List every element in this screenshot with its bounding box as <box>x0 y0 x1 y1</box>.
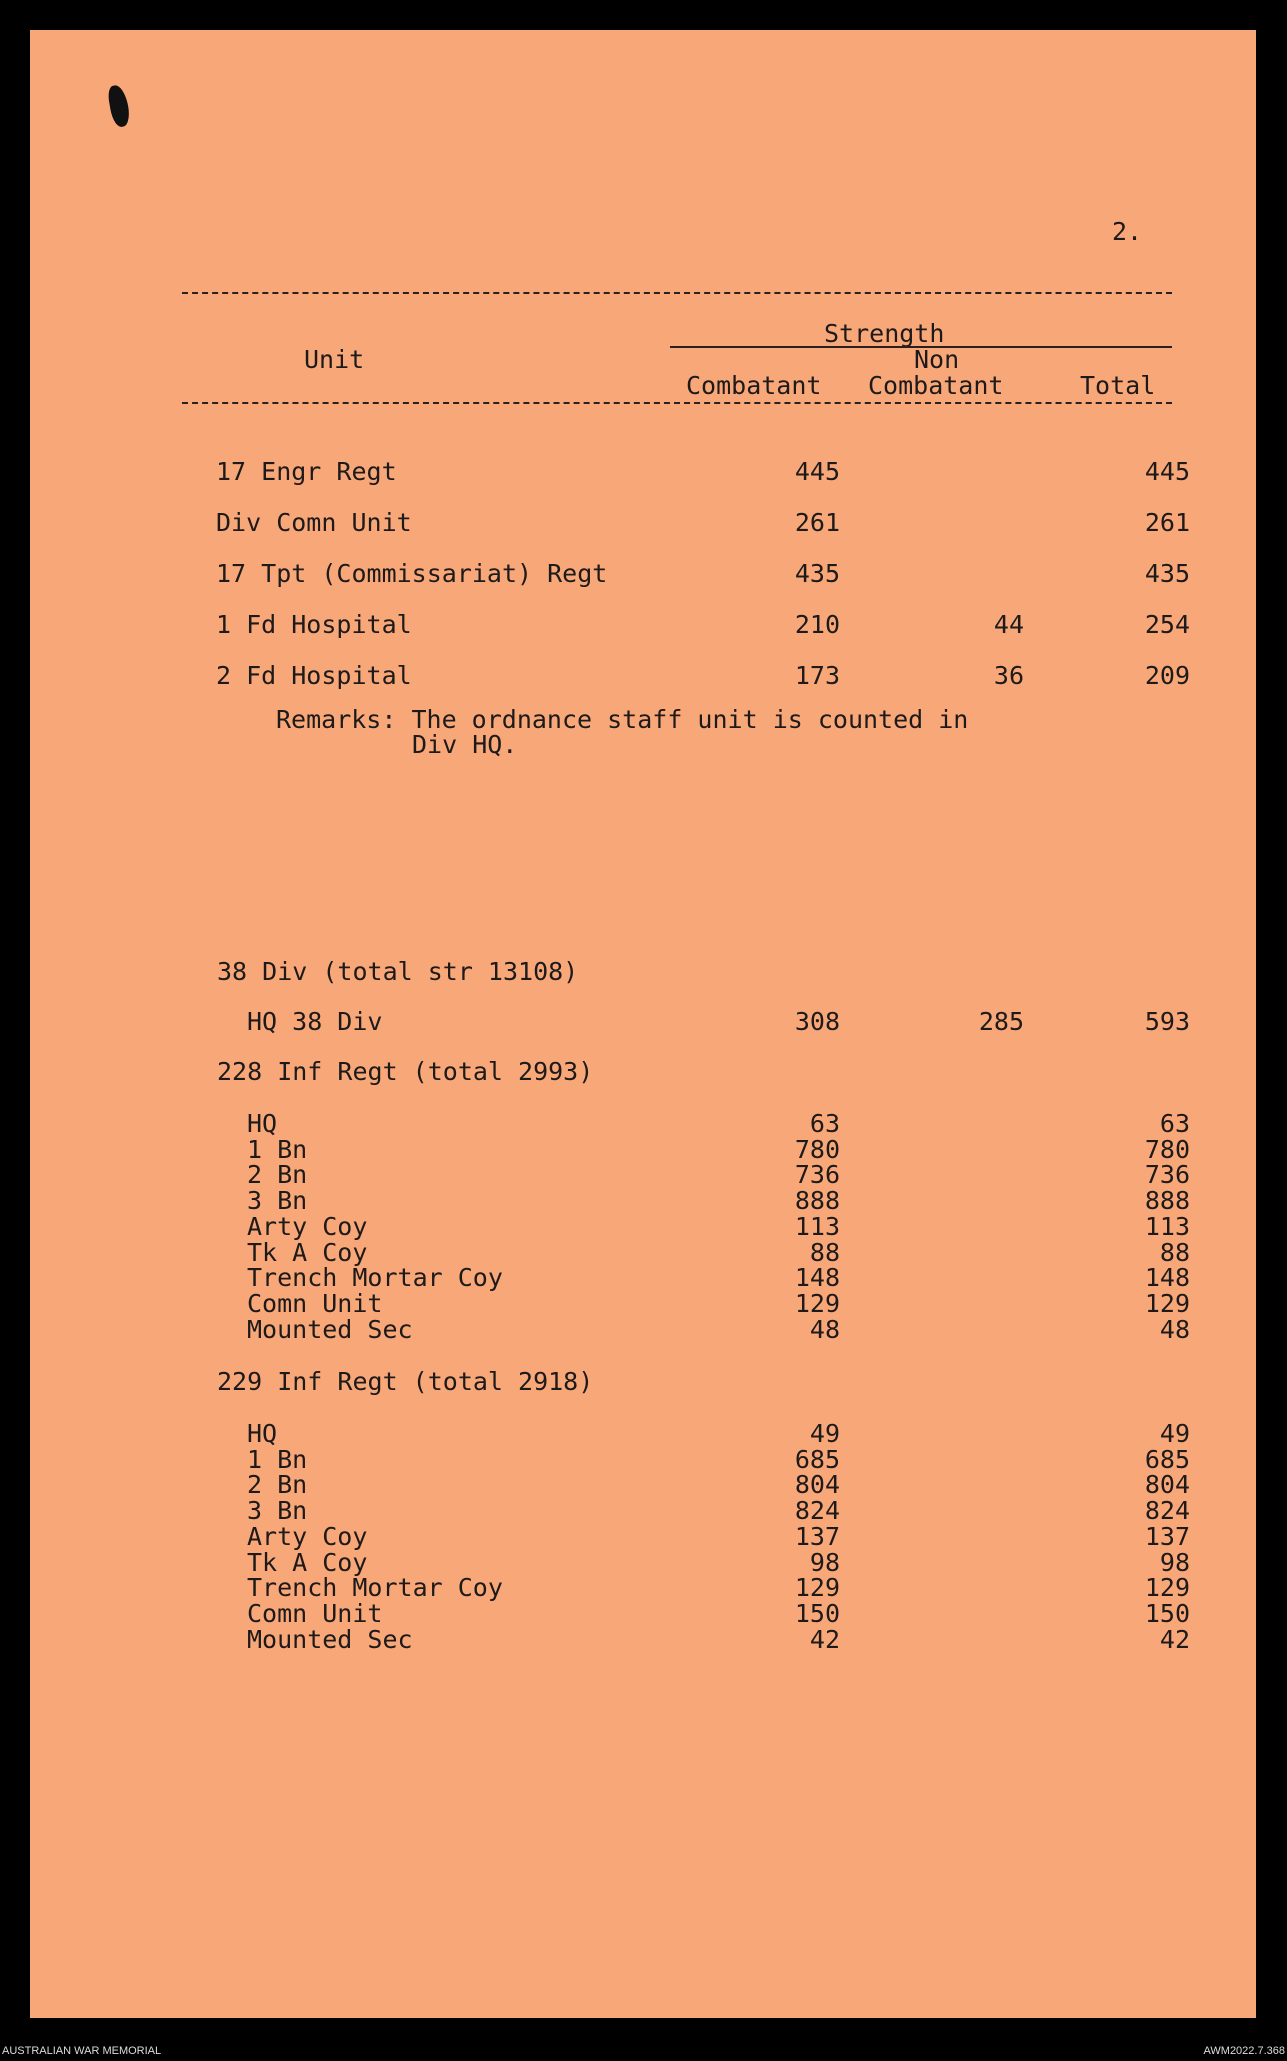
table-row-combatant: 780 <box>794 1134 840 1164</box>
document-page <box>30 30 1256 2018</box>
table-row-combatant: 685 <box>794 1444 840 1474</box>
table-row-unit: 17 Engr Regt <box>216 457 397 486</box>
header-non-combatant: Combatant <box>868 371 1004 400</box>
table-row-unit: Arty Coy <box>247 1521 368 1551</box>
table-row-total: 42 <box>1159 1624 1190 1654</box>
header-total: Total <box>1080 371 1156 400</box>
table-row-total: 685 <box>1144 1444 1190 1474</box>
table-row-total: 736 <box>1144 1160 1190 1190</box>
table-row-unit: 3 Bn <box>247 1186 308 1216</box>
table-row-combatant: 173 <box>794 661 840 690</box>
table-row-total: 63 <box>1159 1109 1190 1138</box>
table-row-total: 48 <box>1159 1314 1190 1344</box>
footer-left: AUSTRALIAN WAR MEMORIAL <box>2 2045 162 2057</box>
table-row-combatant: 113 <box>794 1211 840 1241</box>
table-row-total: 98 <box>1159 1547 1190 1577</box>
table-row-unit: 1 Bn <box>247 1444 308 1474</box>
table-row-combatant: 888 <box>794 1186 840 1216</box>
table-row-combatant: 88 <box>809 1237 840 1267</box>
header-unit: Unit <box>304 345 365 374</box>
table-row-unit: HQ <box>247 1109 278 1138</box>
table-row-unit: Comn Unit <box>247 1288 383 1318</box>
header-rule <box>182 402 1172 404</box>
table-row-total: 150 <box>1144 1598 1190 1628</box>
table-row-combatant: 98 <box>809 1547 840 1577</box>
div38-hq-total: 593 <box>1144 1007 1190 1036</box>
table-row-total: 209 <box>1144 661 1190 690</box>
table-row-total: 435 <box>1144 559 1190 588</box>
table-row-combatant: 445 <box>794 457 840 486</box>
table-row-total: 137 <box>1144 1521 1190 1551</box>
table-row-combatant: 824 <box>794 1496 840 1526</box>
table-row-combatant: 129 <box>794 1573 840 1603</box>
header-non: Non <box>914 345 960 374</box>
table-row-non-combatant: 36 <box>993 661 1024 690</box>
table-row-unit: 2 Bn <box>247 1470 308 1500</box>
table-row-combatant: 736 <box>794 1160 840 1190</box>
table-row-total: 113 <box>1144 1211 1190 1241</box>
header-combatant: Combatant <box>686 371 822 400</box>
table-row-total: 88 <box>1159 1237 1190 1267</box>
div38-hq-non-combatant: 285 <box>978 1007 1024 1036</box>
div38-hq-unit: HQ 38 Div <box>247 1007 383 1036</box>
regt228-title: 228 Inf Regt (total 2993) <box>217 1057 594 1086</box>
table-row-unit: 1 Bn <box>247 1134 308 1164</box>
table-row-unit: Trench Mortar Coy <box>247 1263 503 1293</box>
table-row-unit: Div Comn Unit <box>216 508 412 537</box>
table-row-total: 888 <box>1144 1186 1190 1216</box>
table-row-total: 129 <box>1144 1288 1190 1318</box>
top-rule <box>182 292 1172 294</box>
ink-smudge <box>106 84 131 128</box>
table-row-total: 824 <box>1144 1496 1190 1526</box>
table-row-combatant: 49 <box>809 1419 840 1448</box>
table-row-unit: Comn Unit <box>247 1598 383 1628</box>
table-row-combatant: 148 <box>794 1263 840 1293</box>
table-row-unit: Mounted Sec <box>247 1314 413 1344</box>
table-row-unit: 1 Fd Hospital <box>216 610 412 639</box>
table-row-unit: HQ <box>247 1419 278 1448</box>
table-row-unit: Arty Coy <box>247 1211 368 1241</box>
table-row-total: 148 <box>1144 1263 1190 1293</box>
table-row-total: 254 <box>1144 610 1190 639</box>
table-row-combatant: 42 <box>809 1624 840 1654</box>
table-row-total: 261 <box>1144 508 1190 537</box>
remarks-line1: Remarks: The ordnance staff unit is counted in <box>276 705 969 734</box>
table-row-combatant: 129 <box>794 1288 840 1318</box>
table-row-unit: Tk A Coy <box>247 1237 368 1267</box>
page-number: 2. <box>1112 217 1143 246</box>
remarks-line2: Div HQ. <box>412 730 518 759</box>
table-row-combatant: 137 <box>794 1521 840 1551</box>
regt229-title: 229 Inf Regt (total 2918) <box>217 1367 594 1396</box>
table-row-combatant: 63 <box>809 1109 840 1138</box>
footer-right: AWM2022.7.368 <box>1203 2045 1285 2057</box>
table-row-unit: 2 Fd Hospital <box>216 661 412 690</box>
table-row-total: 445 <box>1144 457 1190 486</box>
table-row-unit: 2 Bn <box>247 1160 308 1190</box>
table-row-total: 49 <box>1159 1419 1190 1448</box>
header-strength: Strength <box>824 319 945 348</box>
table-row-total: 780 <box>1144 1134 1190 1164</box>
table-row-combatant: 804 <box>794 1470 840 1500</box>
table-row-unit: 3 Bn <box>247 1496 308 1526</box>
div38-title: 38 Div (total str 13108) <box>217 957 579 986</box>
table-row-unit: Trench Mortar Coy <box>247 1573 503 1603</box>
table-row-unit: 17 Tpt (Commissariat) Regt <box>216 559 608 588</box>
table-row-unit: Mounted Sec <box>247 1624 413 1654</box>
div38-hq-combatant: 308 <box>794 1007 840 1036</box>
table-row-combatant: 210 <box>794 610 840 639</box>
table-row-unit: Tk A Coy <box>247 1547 368 1577</box>
table-row-combatant: 435 <box>794 559 840 588</box>
table-row-combatant: 48 <box>809 1314 840 1344</box>
table-row-total: 804 <box>1144 1470 1190 1500</box>
table-row-combatant: 261 <box>794 508 840 537</box>
table-row-combatant: 150 <box>794 1598 840 1628</box>
table-row-non-combatant: 44 <box>993 610 1024 639</box>
table-row-total: 129 <box>1144 1573 1190 1603</box>
